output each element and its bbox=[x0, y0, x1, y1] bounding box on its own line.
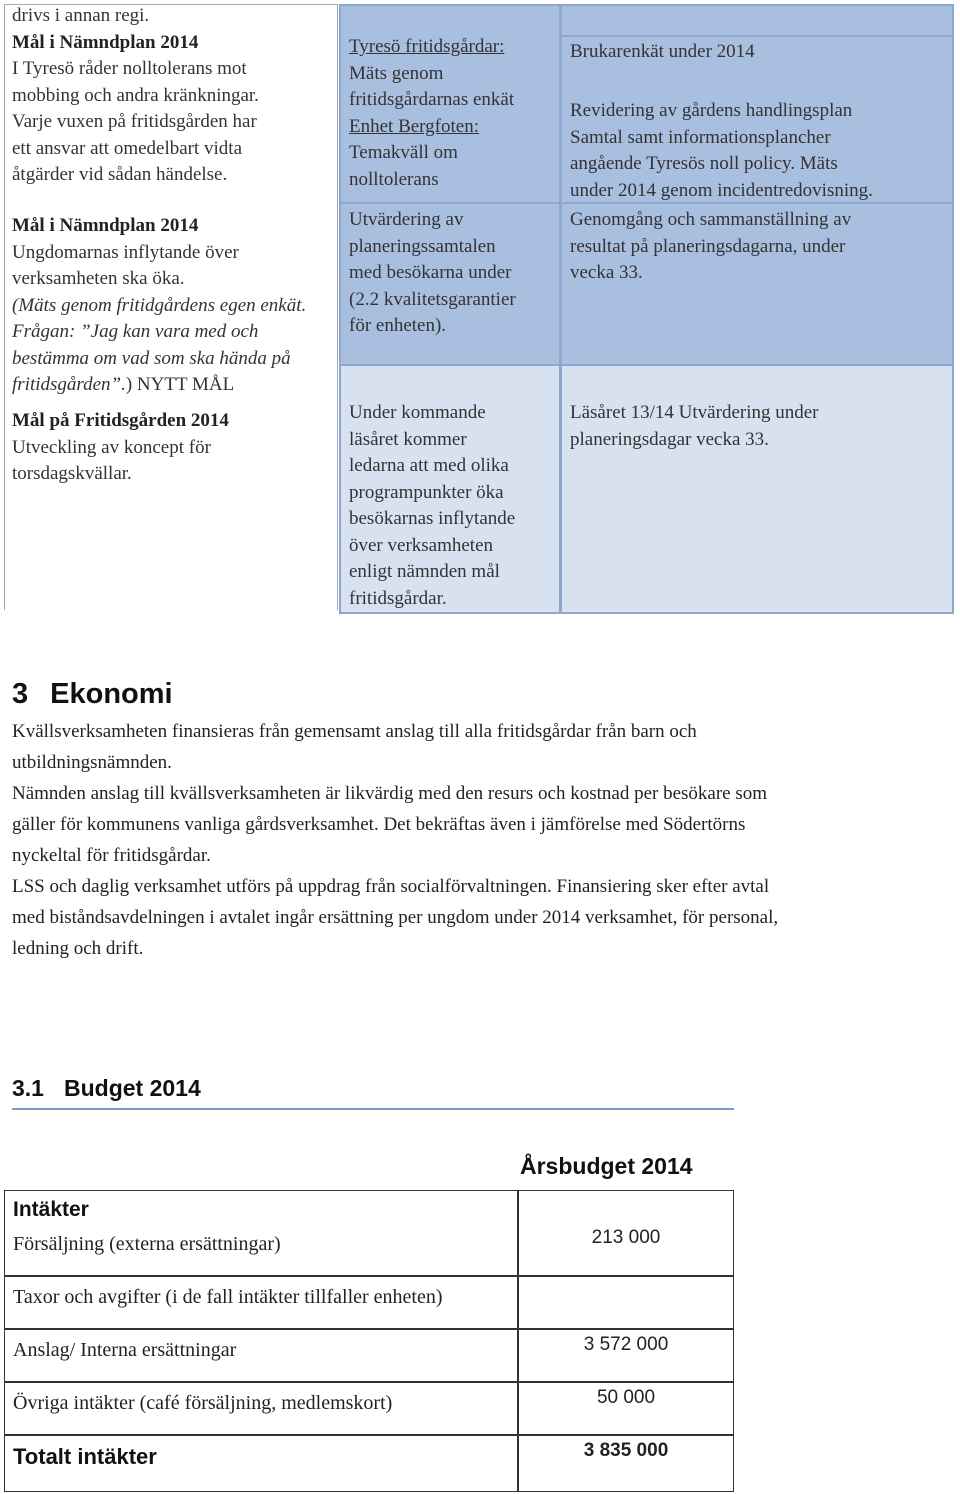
budget-row-label: Taxor och avgifter (i de fall intäkter tillfaller enheten) bbox=[13, 1286, 443, 1308]
mid-cell1-line: nolltolerans bbox=[349, 168, 439, 190]
row-divider bbox=[5, 1381, 733, 1383]
mid-cell2-line: för enheten). bbox=[349, 315, 447, 336]
body-line: LSS och daglig verksamhet utförs på uppdrag från socialförvaltningen. Finansiering sker efter avtal bbox=[12, 876, 770, 897]
row-divider bbox=[5, 1328, 733, 1330]
block2-heading: Mål i Nämndplan 2014 bbox=[12, 215, 199, 236]
mid-cell1-underline: Enhet Bergfoten: bbox=[349, 115, 479, 137]
block2-line: Ungdomarnas inflytande över bbox=[12, 241, 239, 263]
right-cell1-line: Revidering av gårdens handlingsplan bbox=[570, 100, 853, 121]
goals-left-block3 bbox=[12, 408, 334, 488]
intro-line: drivs i annan regi. bbox=[12, 5, 150, 26]
mid-cell3-line: programpunkter öka bbox=[349, 481, 504, 503]
mid-cell3-line: enligt nämnden mål bbox=[349, 561, 500, 582]
body-line: Kvällsverksamheten finansieras från gemensamt anslag till alla fritidsgårdar från barn och bbox=[12, 721, 697, 742]
budget-row-label: Försäljning (externa ersättningar) bbox=[13, 1233, 281, 1255]
block1-line: Varje vuxen på fritidsgården har bbox=[12, 111, 257, 132]
budget-column-header: Årsbudget 2014 bbox=[520, 1153, 693, 1179]
goals-middle-cell3 bbox=[349, 400, 555, 612]
mid-cell2-line: (2.2 kvalitetsgarantier bbox=[349, 288, 516, 310]
mid-cell3-line: över verksamheten bbox=[349, 534, 494, 556]
budget-row-value: 3 572 000 bbox=[583, 1334, 669, 1355]
block3-heading: Mål på Fritidsgården 2014 bbox=[12, 410, 229, 431]
right-cell1-line: Samtal samt informationsplancher bbox=[570, 126, 831, 148]
subsection-title: Budget 2014 bbox=[63, 1075, 201, 1101]
subsection-number: 3.1 bbox=[12, 1075, 44, 1101]
heading-rule bbox=[12, 1108, 734, 1110]
right-cell2-line: vecka 33. bbox=[570, 262, 643, 283]
body-line: med biståndsavdelningen i avtalet ingår ersättning per ungdom under 2014 verksamhet, för personal, bbox=[12, 907, 779, 928]
block2-tail: ) NYTT MÅL bbox=[125, 374, 235, 395]
right-cell3-line: planeringsdagar vecka 33. bbox=[570, 428, 769, 450]
ekonomi-body bbox=[12, 716, 942, 964]
section-title: Ekonomi bbox=[50, 678, 173, 710]
goals-right-cell2 bbox=[570, 207, 950, 287]
body-line: gäller för kommunens vanliga gårdsverksamhet. Det bekräftas även i jämförelse med Södertörns bbox=[12, 814, 746, 835]
body-line: Nämnden anslag till kvällsverksamheten är likvärdig med den resurs och kostnad per besökare som bbox=[12, 783, 768, 804]
mid-cell3-line: ledarna att med olika bbox=[349, 455, 509, 476]
block2-last-line bbox=[12, 372, 334, 399]
block3-line: Utveckling av koncept för bbox=[12, 436, 211, 458]
row-divider bbox=[5, 1275, 733, 1277]
goals-left-text bbox=[12, 3, 334, 189]
body-line: nyckeltal för fritidsgårdar. bbox=[12, 845, 211, 866]
mid-cell3-line: besökarnas inflytande bbox=[349, 508, 516, 529]
block2-italic-tail: fritidsgården”. bbox=[12, 374, 126, 395]
goals-right-cell3 bbox=[570, 400, 950, 453]
section-heading-budget bbox=[12, 1075, 201, 1102]
budget-row-value: 50 000 bbox=[596, 1387, 656, 1408]
body-line: utbildningsnämnden. bbox=[12, 752, 172, 773]
goals-middle-cell1 bbox=[349, 34, 555, 193]
budget-total-label: Totalt intäkter bbox=[13, 1444, 157, 1469]
goals-left-block2 bbox=[12, 213, 334, 399]
mid-cell3-line: fritidsgårdar. bbox=[349, 587, 447, 609]
row-divider bbox=[5, 1434, 733, 1436]
block1-line: åtgärder vid sådan händelse. bbox=[12, 164, 228, 185]
mid-cell1-line: fritidsgårdarnas enkät bbox=[349, 89, 515, 110]
block1-line: mobbing och andra kränkningar. bbox=[12, 84, 259, 106]
budget-total-value: 3 835 000 bbox=[583, 1440, 669, 1461]
block2-italic-line: (Mäts genom fritidgårdens egen enkät. bbox=[12, 294, 307, 316]
right-cell2-line: resultat på planeringsdagarna, under bbox=[570, 235, 846, 257]
block1-line: I Tyresö råder nolltolerans mot bbox=[12, 58, 247, 79]
mid-cell1-underline: Tyresö fritidsgårdar: bbox=[349, 36, 505, 57]
mid-cell2-line: Utvärdering av bbox=[349, 209, 464, 230]
budget-section-label: Intäkter bbox=[13, 1198, 89, 1221]
right-cell1-line: Brukarenkät under 2014 bbox=[570, 41, 755, 62]
section-number: 3 bbox=[12, 678, 29, 710]
mid-cell3-line: läsåret kommer bbox=[349, 428, 467, 450]
block3-line: torsdagskvällar. bbox=[12, 463, 132, 484]
budget-row-label: Övriga intäkter (café försäljning, medlemskort) bbox=[13, 1392, 393, 1414]
goals-right-cell1a bbox=[570, 39, 950, 66]
goals-middle-cell2 bbox=[349, 207, 555, 340]
body-line: ledning och drift. bbox=[12, 938, 144, 959]
budget-row-value: 213 000 bbox=[591, 1227, 661, 1248]
block1-line: ett ansvar att omedelbart vidta bbox=[12, 137, 243, 159]
block2-italic-line: bestämma om vad som ska hända på bbox=[12, 347, 291, 369]
mid-cell1-line: Mäts genom bbox=[349, 62, 444, 84]
section-heading-ekonomi bbox=[12, 678, 173, 711]
right-cell1-line: under 2014 genom incidentredovisning. bbox=[570, 179, 873, 201]
mid-cell3-line: Under kommande bbox=[349, 402, 486, 423]
goals-column-right bbox=[560, 4, 954, 614]
right-cell3-line: Läsåret 13/14 Utvärdering under bbox=[570, 402, 819, 423]
goals-right-cell1b bbox=[570, 98, 950, 204]
right-cell2-line: Genomgång och sammanställning av bbox=[570, 209, 852, 230]
budget-row-label: Anslag/ Interna ersättningar bbox=[13, 1339, 237, 1361]
mid-cell1-line: Temakväll om bbox=[349, 142, 458, 163]
block2-italic-line: Frågan: ”Jag kan vara med och bbox=[12, 321, 259, 342]
block2-line: verksamheten ska öka. bbox=[12, 268, 185, 289]
mid-cell2-line: planeringssamtalen bbox=[349, 235, 496, 257]
mid-cell2-line: med besökarna under bbox=[349, 262, 512, 283]
budget-table bbox=[4, 1190, 734, 1492]
block1-heading: Mål i Nämndplan 2014 bbox=[12, 31, 199, 53]
right-cell1-line: angående Tyresös noll policy. Mäts bbox=[570, 153, 838, 174]
